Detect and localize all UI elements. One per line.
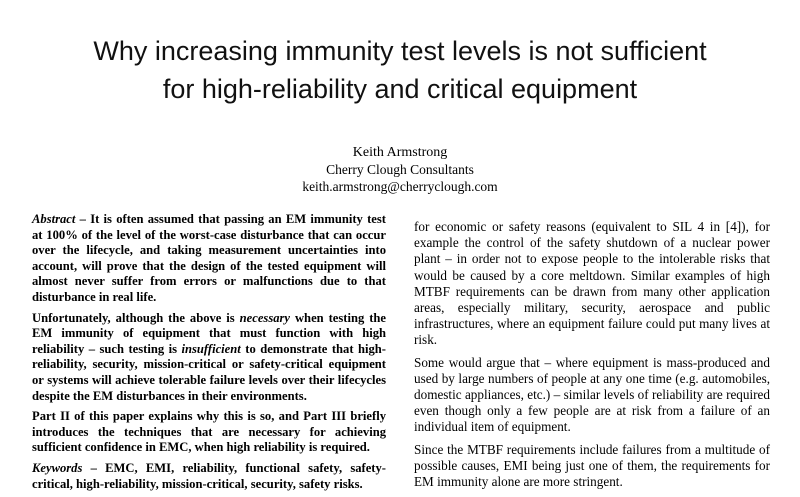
emphasis-necessary: necessary [239,310,291,325]
body-paragraph-1: for economic or safety reasons (equivalent to SIL 4 in [4]), for example the control of the safety shutdown of a nuclear power plant – in order not to expose people to the intolerable risks that would be caused by a core meltdown. Similar examples of high MTBF requirements can be drawn from many other application areas, especially military, security, aerospace and public infrastructures, where an equipment failure could put many lives at risk. [414,219,770,348]
body-paragraph-2: Some would argue that – where equipment is mass-produced and used by large numbers of people at any one time (e.g. automobiles, domestic appliances, etc.) – similar levels of reliability are required even though only a few people are at risk from a failure of an individual item of equipment. [414,354,770,435]
text-run: Unfortunately, although the above is [32,310,240,325]
paper-title [20,32,780,108]
left-column [32,212,386,497]
text-run: to demonstrate that high-reliability, security, mission-critical or safety-critical equipment or systems will achieve tolerable failure levels over their lifecycles despite the EM disturbances in their environments. [32,341,387,403]
text-run: when testing the EM immunity of equipment that must function with high reliability – such testing is [32,310,386,356]
keywords-label: Keywords [32,460,83,475]
emphasis-insufficient: insufficient [181,341,241,356]
author-name: Keith Armstrong [352,145,448,160]
abstract-paragraph-3: Part II of this paper explains why this is so, and Part III briefly introduces the techniques that are necessary for achieving sufficient confidence in EMC, when high reliability is required. [32,409,386,455]
title-line-1: Why increasing immunity test levels is not sufficient [93,36,707,66]
abstract-text: – It is often assumed that passing an EM immunity test at 100% of the level of the worst-case disturbance that can occur over the lifecycle, and taking measurement uncertainties into account, will prove that the design of the tested equipment will almost never suffer from errors or malfunctions due to that disturbance in real life. [32,212,386,304]
body-paragraph-3: Since the MTBF requirements include failures from a multitude of possible causes, EMI being just one of them, the requirements for EM immunity alone are more stringent. [414,441,770,490]
keywords-text: – EMC, EMI, reliability, functional safety, safety-critical, high-reliability, mission-critical, security, safety risks. [32,460,386,491]
title-line-2: for high-reliability and critical equipment [162,74,638,104]
abstract-paragraph [32,212,386,306]
abstract-paragraph-2 [32,311,386,405]
abstract-label: Abstract [32,212,76,226]
right-column [414,219,770,496]
author-block [200,144,600,195]
author-email: keith.armstrong@cherryclough.com [302,179,498,194]
author-affiliation: Cherry Clough Consultants [326,162,474,177]
